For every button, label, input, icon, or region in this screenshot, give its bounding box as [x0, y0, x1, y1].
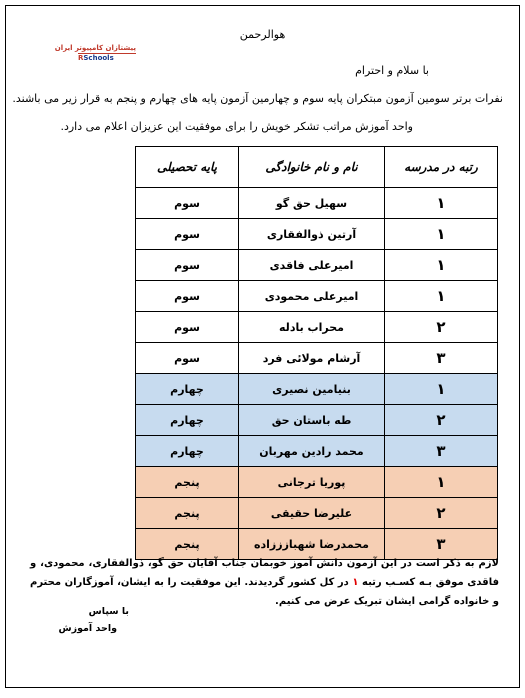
name-cell: آرشام مولائی فرد	[239, 343, 385, 374]
rank-cell: ۱	[385, 374, 498, 405]
rank-cell: ۱	[385, 467, 498, 498]
rank-cell: ۱	[385, 281, 498, 312]
note-paragraph: لازم به ذکر است در این آزمون دانش آموز خوبمان جناب آقایان حق گو، ذوالفقاری، محمودی، و فاقدی موفق بـه کسـب رتبه ۱ در کل کشور گردیدند. این موفقیت را به ایشان، آموزگاران محترم و خانواده گرامی ایشان تبریک عرض می کنیم.	[30, 558, 499, 607]
logo-text: پیشتازان کامپیوتر ایران	[54, 44, 136, 52]
rank-cell: ۲	[385, 312, 498, 343]
grade-cell: سوم	[136, 219, 239, 250]
rank-cell: ۲	[385, 498, 498, 529]
grade-cell: سوم	[136, 250, 239, 281]
table-row	[136, 436, 498, 467]
name-cell: امیرعلی فاقدی	[239, 250, 385, 281]
name-cell: محمد رادین مهربان	[239, 436, 385, 467]
document-page	[5, 5, 520, 688]
intro-paragraph: نفرات برتر سومین آزمون مبتکران پایه سوم و چهارمین آزمون پایه های چهارم و پنجم به قرار زیر می باشند.	[12, 92, 503, 105]
name-cell: سهیل حق گو	[239, 188, 385, 219]
grade-cell: پنجم	[136, 529, 239, 560]
rank-cell: ۳	[385, 529, 498, 560]
results-table	[135, 146, 498, 560]
grade-cell: چهارم	[136, 405, 239, 436]
grade-cell: سوم	[136, 188, 239, 219]
name-cell: پوریا ترجانی	[239, 467, 385, 498]
grade-cell: پنجم	[136, 498, 239, 529]
table-row	[136, 188, 498, 219]
table-row	[136, 467, 498, 498]
school-logo	[54, 44, 136, 62]
table-row	[136, 405, 498, 436]
grade-cell: سوم	[136, 281, 239, 312]
table-header-row	[136, 147, 498, 188]
name-cell: محراب بادله	[239, 312, 385, 343]
name-cell: محمدرضا شهبازززاده	[239, 529, 385, 560]
grade-cell: سوم	[136, 343, 239, 374]
name-cell: علیرضا حقیقی	[239, 498, 385, 529]
rank-cell: ۱	[385, 219, 498, 250]
thanks-paragraph: واحد آموزش مراتب تشکر خویش را برای موفقیت این عزیزان اعلام می دارد.	[60, 120, 413, 133]
table-row	[136, 498, 498, 529]
grade-cell: چهارم	[136, 436, 239, 467]
logo-wordmark: RSchools	[78, 54, 114, 62]
name-cell: امیرعلی محمودی	[239, 281, 385, 312]
table-row	[136, 250, 498, 281]
signature-thanks: با سپاس	[88, 606, 129, 617]
grade-cell: پنجم	[136, 467, 239, 498]
table-row	[136, 343, 498, 374]
table-row	[136, 219, 498, 250]
rank-highlight: ۱	[352, 577, 359, 588]
rank-cell: ۱	[385, 250, 498, 281]
header-grade: پایه تحصیلی	[136, 147, 239, 188]
signature-department: واحد آموزش	[58, 623, 117, 634]
grade-cell: چهارم	[136, 374, 239, 405]
rank-cell: ۲	[385, 405, 498, 436]
header-rank: رتبه در مدرسه	[385, 147, 498, 188]
table-row	[136, 374, 498, 405]
name-cell: آرتین ذوالفقاری	[239, 219, 385, 250]
table-row	[136, 281, 498, 312]
table-row	[136, 312, 498, 343]
rank-cell: ۳	[385, 343, 498, 374]
rank-cell: ۳	[385, 436, 498, 467]
header-name: نام و نام خانوادگی	[239, 147, 385, 188]
greeting: با سلام و احترام	[355, 64, 429, 77]
grade-cell: سوم	[136, 312, 239, 343]
header-title: هوالرحمن	[239, 28, 286, 41]
name-cell: طه باستان حق	[239, 405, 385, 436]
rank-cell: ۱	[385, 188, 498, 219]
name-cell: بنیامین نصیری	[239, 374, 385, 405]
